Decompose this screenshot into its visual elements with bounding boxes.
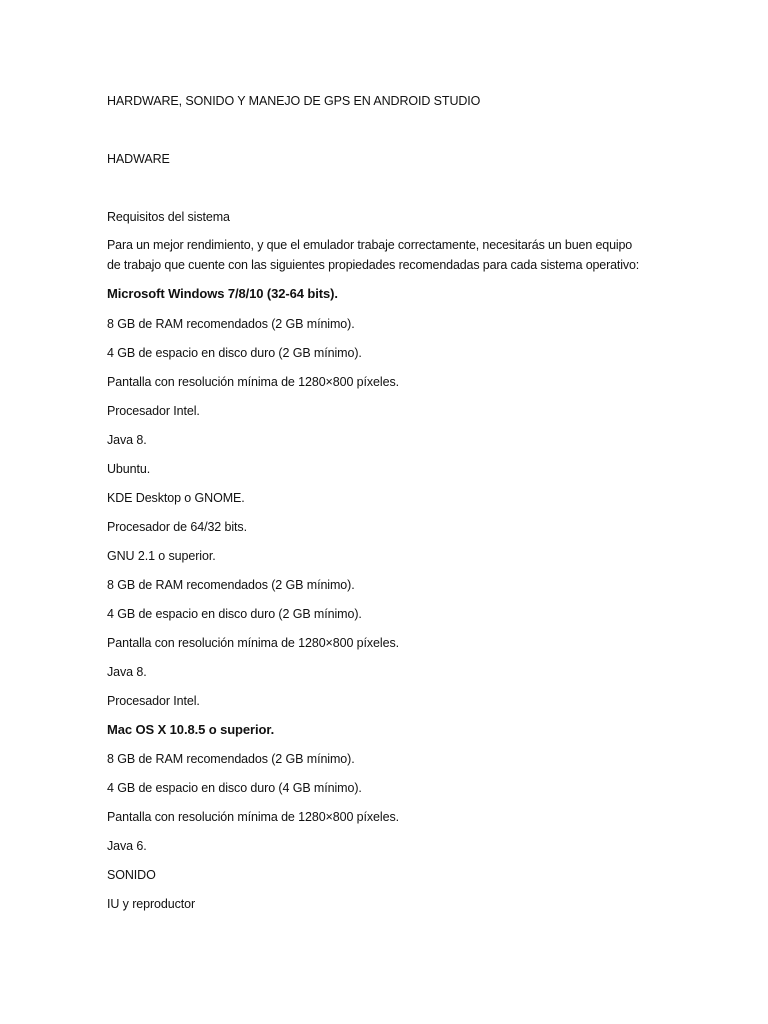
list-item: Pantalla con resolución mínima de 1280×800 píxeles.	[107, 810, 399, 824]
list-item: Pantalla con resolución mínima de 1280×800 píxeles.	[107, 375, 399, 389]
list-item: 4 GB de espacio en disco duro (2 GB mínimo).	[107, 607, 362, 621]
list-item: 4 GB de espacio en disco duro (2 GB mínimo).	[107, 346, 362, 360]
list-item: Java 8.	[107, 665, 147, 679]
list-item: 4 GB de espacio en disco duro (4 GB mínimo).	[107, 781, 362, 795]
windows-heading: Microsoft Windows 7/8/10 (32-64 bits).	[107, 286, 338, 301]
list-item: 8 GB de RAM recomendados (2 GB mínimo).	[107, 578, 355, 592]
list-item: Java 6.	[107, 839, 147, 853]
document-title: HARDWARE, SONIDO Y MANEJO DE GPS EN ANDROID STUDIO	[107, 94, 481, 108]
intro-line: de trabajo que cuente con las siguientes propiedades recomendadas para cada sistema operativo:	[107, 258, 640, 272]
list-item: Ubuntu.	[107, 462, 151, 476]
subheading-ui-player: IU y reproductor	[107, 897, 196, 911]
section-heading-sound: SONIDO	[107, 868, 156, 882]
mac-heading: Mac OS X 10.8.5 o superior.	[107, 722, 275, 737]
list-item: 8 GB de RAM recomendados (2 GB mínimo).	[107, 317, 355, 331]
section-heading-hardware: HADWARE	[107, 152, 170, 166]
list-item: Procesador Intel.	[107, 404, 200, 418]
list-item: GNU 2.1 o superior.	[107, 549, 216, 563]
subheading-requirements: Requisitos del sistema	[107, 210, 230, 224]
list-item: Procesador de 64/32 bits.	[107, 520, 247, 534]
list-item: Java 8.	[107, 433, 147, 447]
intro-line: Para un mejor rendimiento, y que el emulador trabaje correctamente, necesitarás un buen equipo	[107, 238, 633, 252]
list-item: Procesador Intel.	[107, 694, 200, 708]
intro-paragraph	[107, 235, 667, 275]
list-item: Pantalla con resolución mínima de 1280×800 píxeles.	[107, 636, 399, 650]
list-item: 8 GB de RAM recomendados (2 GB mínimo).	[107, 752, 355, 766]
list-item: KDE Desktop o GNOME.	[107, 491, 245, 505]
